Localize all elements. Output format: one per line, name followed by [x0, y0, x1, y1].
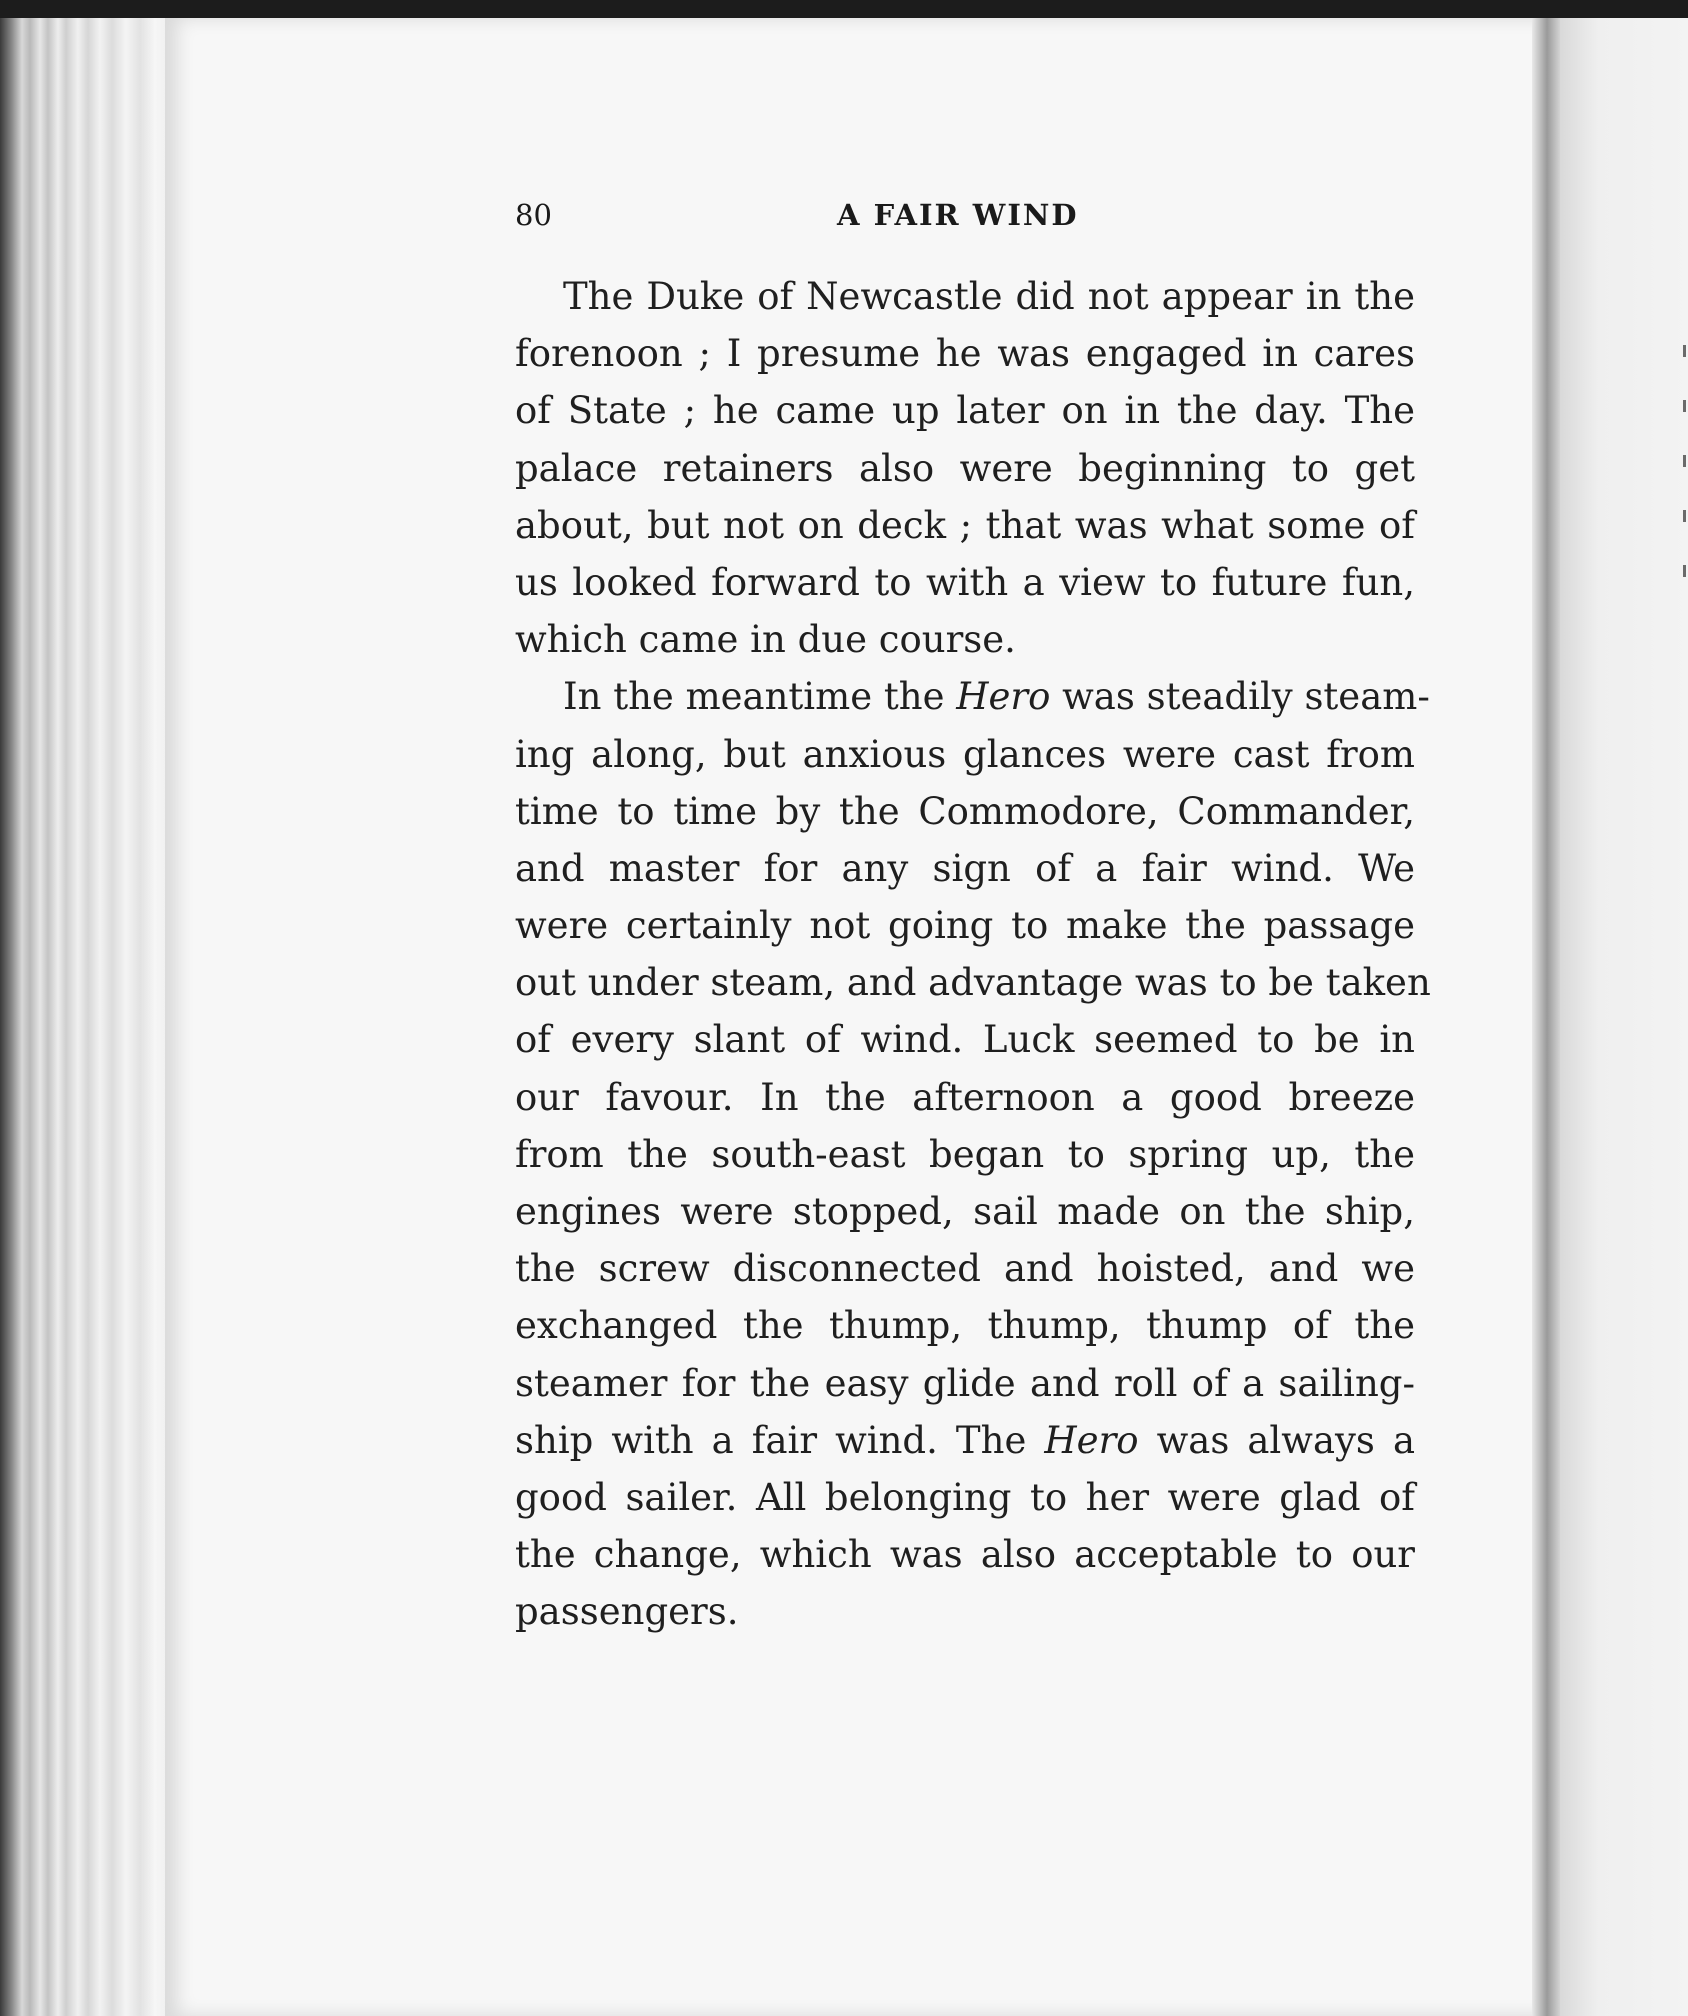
text-line: passengers.: [515, 1590, 739, 1634]
text-line: The Duke of Newcastle did not appear in the: [563, 275, 1415, 318]
text-line: which came in due course.: [515, 618, 1016, 662]
facing-page-mark: [1683, 345, 1686, 357]
text-line: steamer for the easy glide and roll of a sailing-: [515, 1361, 1415, 1405]
text-segment: In the meantime the: [563, 675, 957, 719]
text-line: good sailer. All belonging to her were glad of: [515, 1475, 1415, 1519]
text-line: time to time by the Commodore, Commander,: [515, 789, 1415, 833]
text-line: ing along, but anxious glances were cast from: [515, 732, 1415, 776]
facing-page-mark: [1683, 565, 1686, 577]
text-line: engines were stopped, sail made on the ship,: [515, 1190, 1415, 1233]
text-line: out under steam, and advantage was to be taken: [515, 961, 1431, 1005]
text-line: palace retainers also were beginning to get: [515, 446, 1415, 490]
text-line: us looked forward to with a view to future fun,: [515, 560, 1415, 604]
text-segment: was always a: [1138, 1418, 1416, 1462]
text-line: [515, 1412, 1415, 1469]
text-line: from the south-east began to spring up, the: [515, 1132, 1415, 1176]
text-line: of every slant of wind. Luck seemed to be in: [515, 1018, 1415, 1062]
facing-page-edge: [1560, 18, 1688, 2016]
text-line: the change, which was also acceptable to our: [515, 1533, 1415, 1577]
facing-page-mark: [1683, 400, 1686, 412]
text-line: forenoon ; I presume he was engaged in cares: [515, 332, 1415, 376]
text-line: of State ; he came up later on in the day. The: [515, 389, 1415, 433]
text-line: about, but not on deck ; that was what some of: [515, 503, 1415, 547]
page-number: 80: [515, 198, 552, 232]
running-head: A FAIR WIND: [837, 198, 1079, 232]
text-segment: was steadily steam-: [1050, 675, 1430, 719]
text-line: exchanged the thump, thump, thump of the: [515, 1304, 1415, 1348]
text-line: the screw disconnected and hoisted, and we: [515, 1247, 1415, 1291]
ship-name-italic: Hero: [1044, 1418, 1139, 1462]
text-line: and master for any sign of a fair wind. We: [515, 846, 1415, 890]
book-gutter: [1532, 18, 1562, 2016]
text-line: our favour. In the afternoon a good breeze: [515, 1075, 1415, 1119]
text-segment: ship with a fair wind. The: [515, 1418, 1045, 1462]
text-line: were certainly not going to make the passage: [515, 904, 1415, 948]
page-header: [515, 198, 1415, 238]
facing-page-mark: [1683, 455, 1686, 467]
facing-page-mark: [1683, 510, 1686, 522]
text-line: [515, 668, 1430, 725]
ship-name-italic: Hero: [956, 675, 1051, 719]
body-text: [515, 268, 1431, 1641]
book-page-edges: [0, 18, 175, 2016]
